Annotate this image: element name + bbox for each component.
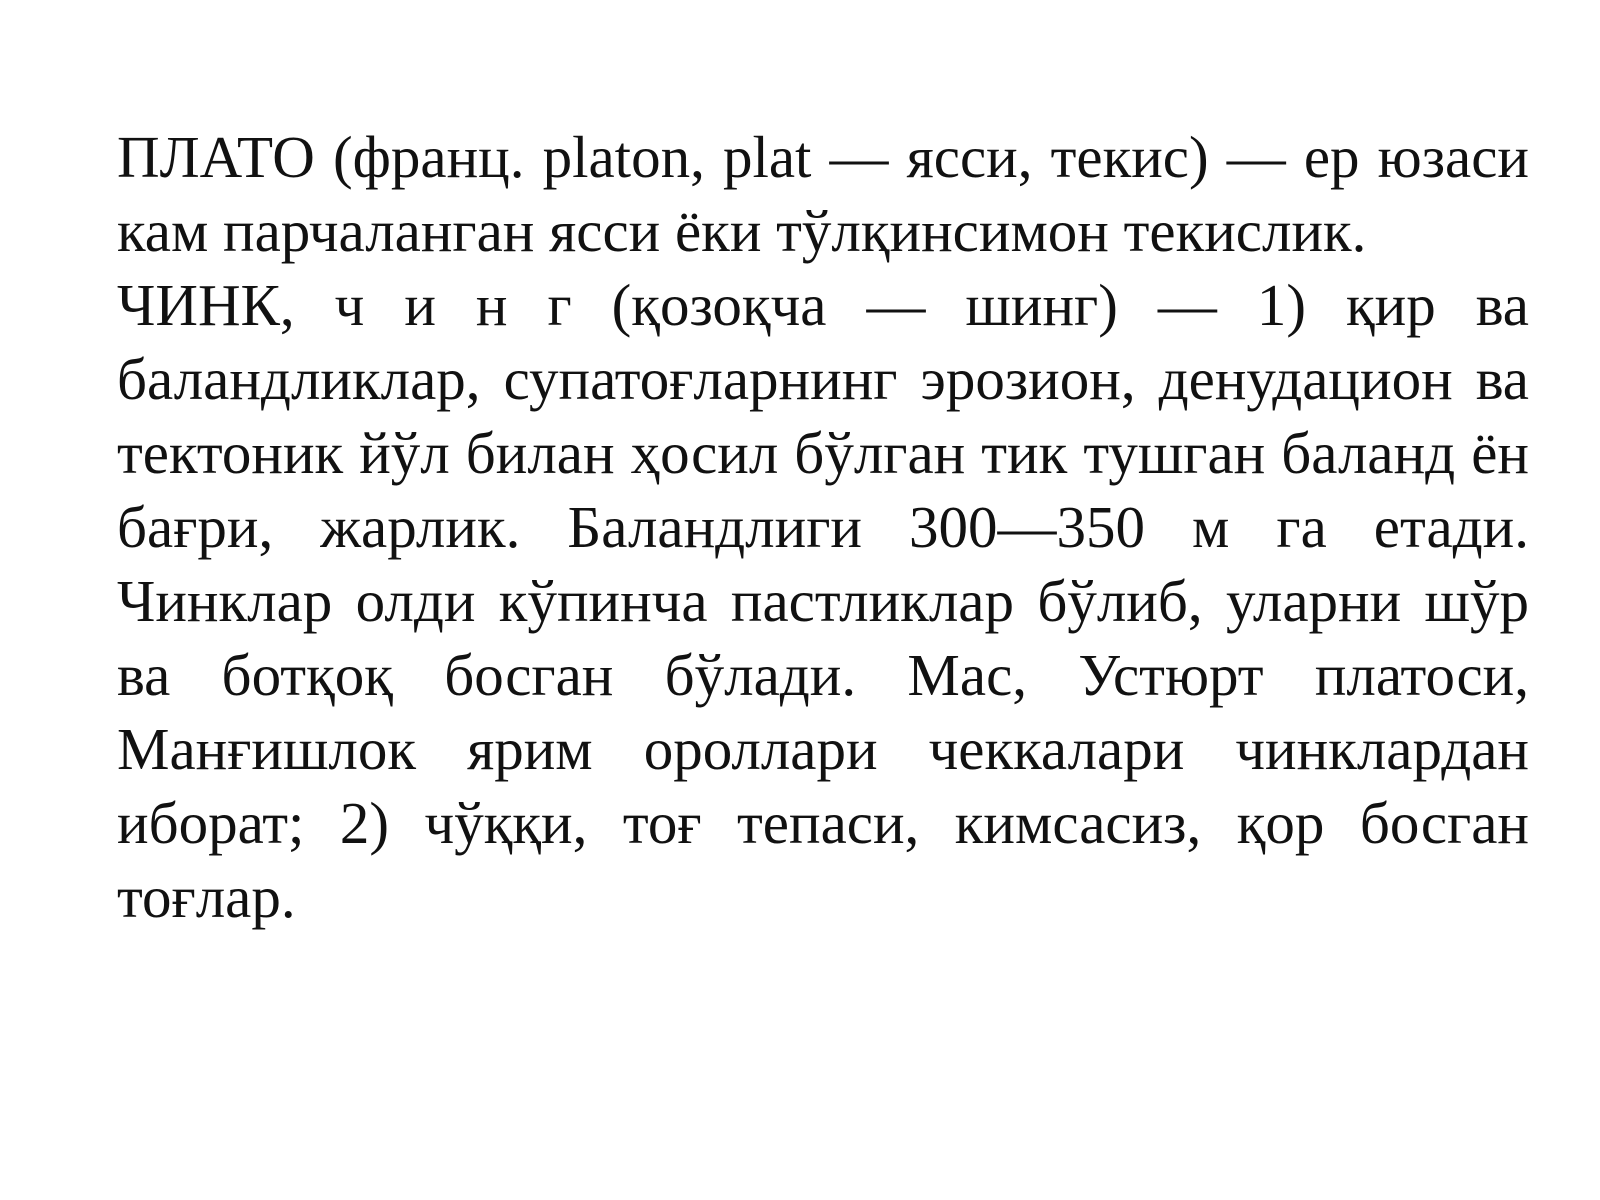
entry-chink: ЧИНК, ч и н г (қозоқча — шинг) — 1) қир ва баландликлар, супатоғларнинг эрозион, денудацион ва тектоник йўл билан ҳосил бўлган тик тушган баланд ён бағри, жарлик. Баландлиги 300—350 м га етади. Чинклар олди кўпинча пастликлар бўлиб, уларни шўр ва ботқоқ босган бўлади. Мас, Устюрт платоси, Манғишлок ярим ороллари чеккалари чинклардан иборат; 2) чўққи, тоғ тепаси, кимсасиз, қор босган тоғлар. [117,272,1529,930]
entry-plato: ПЛАТО (франц. platon, plat — ясси, текис) — ер юзаси кам парчаланган ясси ёки тўлқинсимон текислик. [117,124,1529,264]
document-body [117,120,1529,934]
